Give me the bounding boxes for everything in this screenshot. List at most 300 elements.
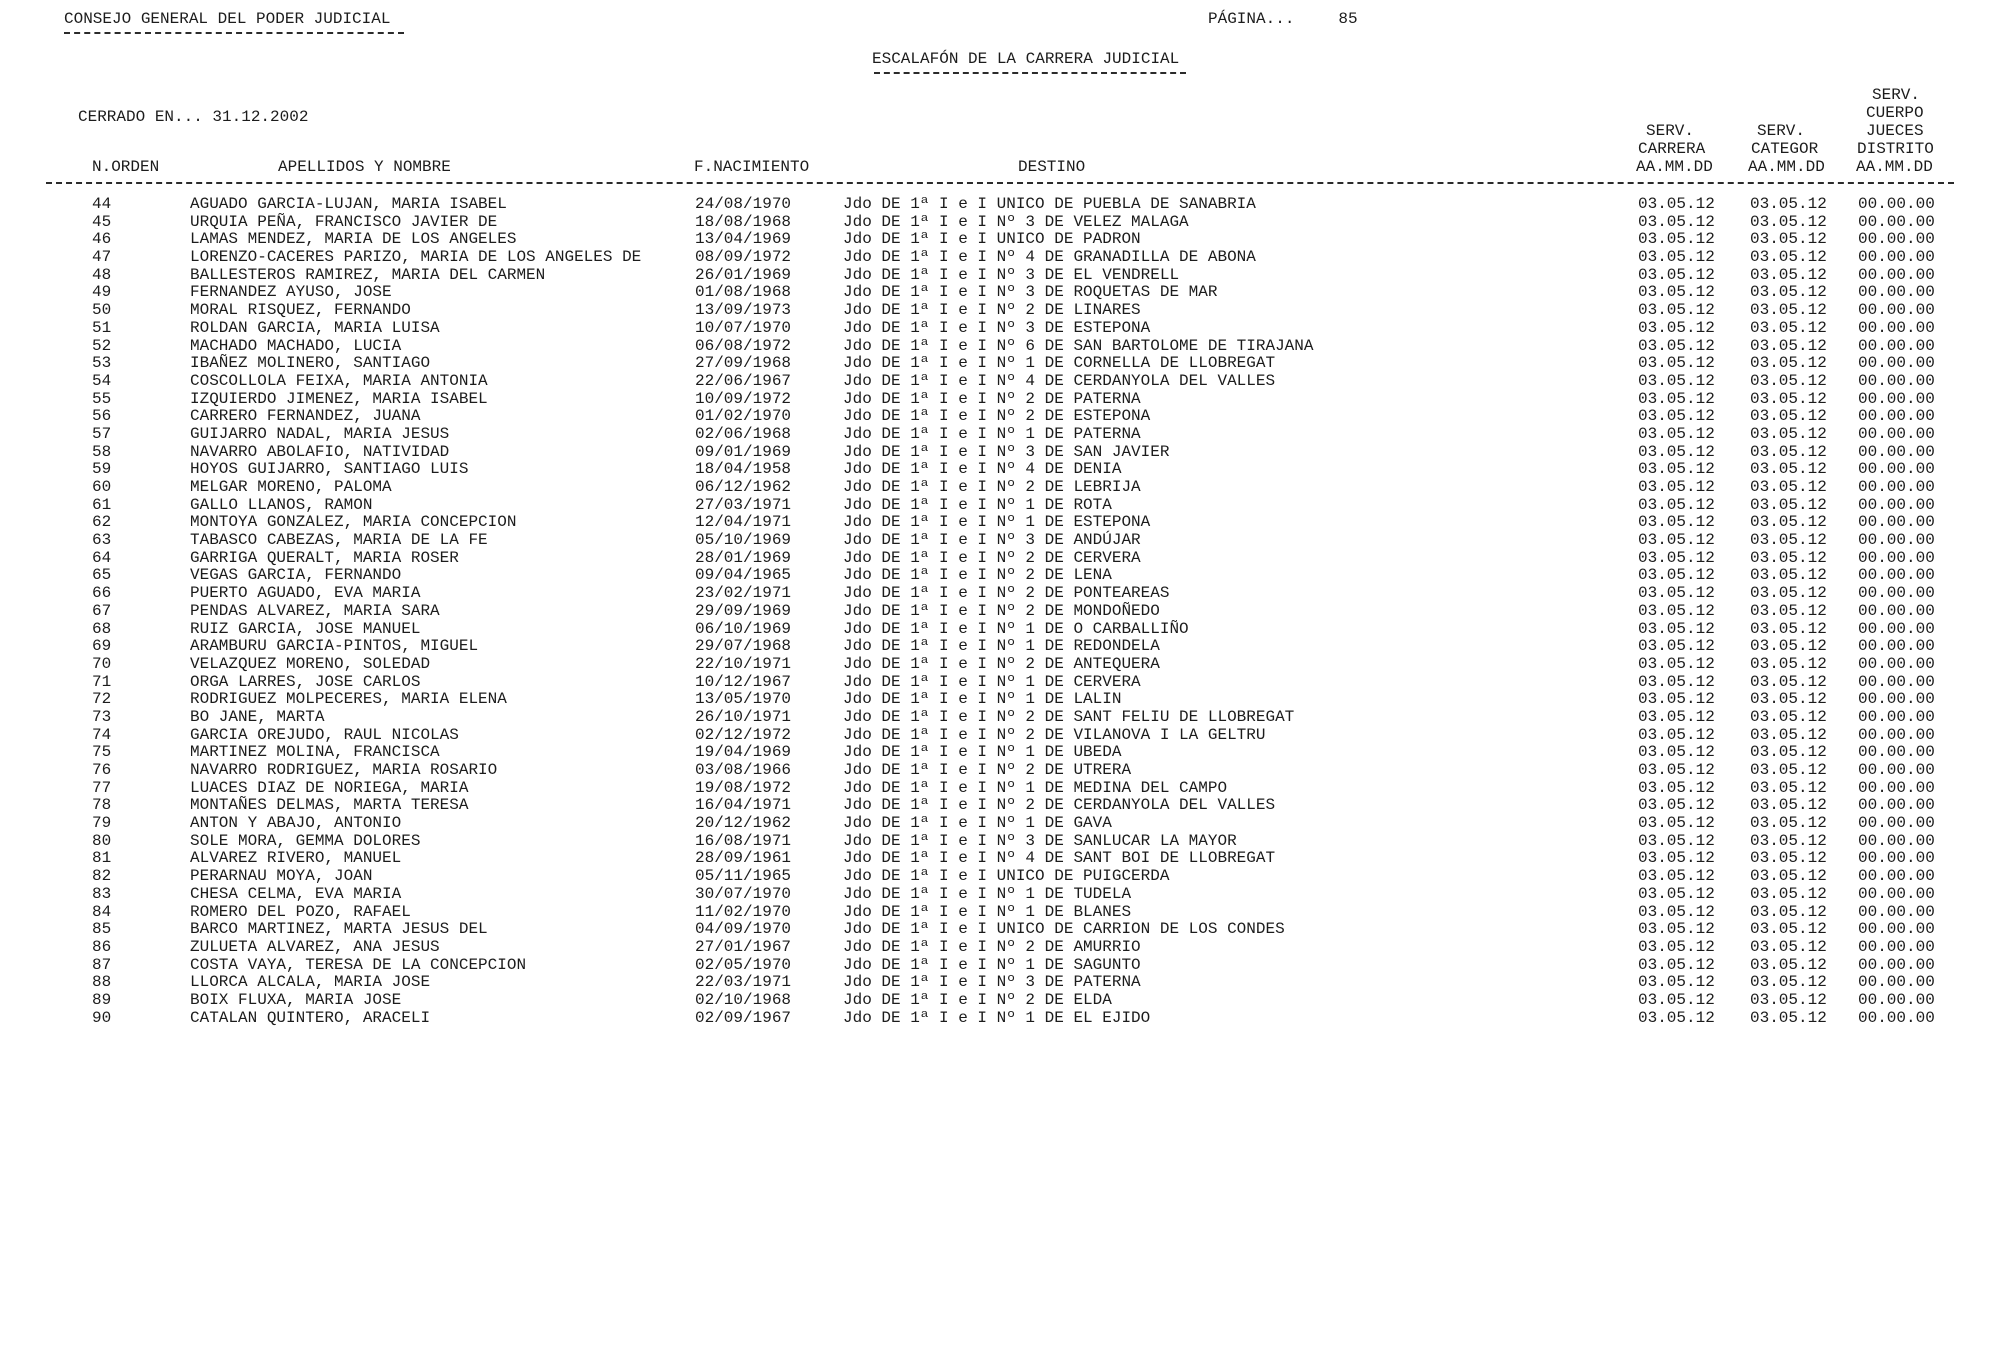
cell-serv-carrera: 03.05.12 — [1638, 601, 1715, 620]
table-row — [0, 338, 2000, 356]
cell-apellidos: URQUIA PEÑA, FRANCISCO JAVIER DE — [190, 212, 498, 231]
cell-serv-cuerpo: 00.00.00 — [1858, 212, 1935, 231]
cell-destino: Jdo DE 1ª I e I Nº 3 DE EL VENDRELL — [843, 265, 1180, 284]
cell-apellidos: FERNANDEZ AYUSO, JOSE — [190, 283, 392, 302]
col-serv-cuerpo-l4: DISTRITO — [1857, 140, 1934, 158]
table-row — [0, 744, 2000, 762]
cell-apellidos: ALVAREZ RIVERO, MANUEL — [190, 849, 402, 868]
org-title: CONSEJO GENERAL DEL PODER JUDICIAL — [64, 10, 391, 28]
cell-n-orden: 54 — [92, 371, 112, 390]
document-title: ESCALAFÓN DE LA CARRERA JUDICIAL — [872, 50, 1180, 68]
cell-serv-cuerpo: 00.00.00 — [1858, 920, 1935, 939]
cell-serv-categor: 03.05.12 — [1750, 389, 1827, 408]
cell-serv-cuerpo: 00.00.00 — [1858, 460, 1935, 479]
table-row — [0, 444, 2000, 462]
cell-serv-categor: 03.05.12 — [1750, 212, 1827, 231]
cell-n-orden: 88 — [92, 973, 112, 992]
cell-serv-categor: 03.05.12 — [1750, 867, 1827, 886]
cell-destino: Jdo DE 1ª I e I Nº 1 DE O CARBALLIÑO — [843, 619, 1189, 638]
cell-destino: Jdo DE 1ª I e I Nº 1 DE ROTA — [843, 495, 1112, 514]
cell-f-nacimiento: 24/08/1970 — [695, 195, 792, 213]
cell-serv-cuerpo: 00.00.00 — [1858, 955, 1935, 974]
cell-serv-carrera: 03.05.12 — [1638, 212, 1715, 231]
table-row — [0, 939, 2000, 957]
cell-serv-carrera: 03.05.12 — [1638, 371, 1715, 390]
cell-apellidos: PERARNAU MOYA, JOAN — [190, 867, 373, 886]
cell-serv-cuerpo: 00.00.00 — [1858, 566, 1935, 585]
cell-f-nacimiento: 27/09/1968 — [695, 354, 792, 373]
cell-serv-carrera: 03.05.12 — [1638, 761, 1715, 779]
table-row — [0, 532, 2000, 550]
table-row — [0, 727, 2000, 745]
cell-serv-carrera: 03.05.12 — [1638, 442, 1715, 461]
table-row — [0, 373, 2000, 391]
cell-serv-carrera: 03.05.12 — [1638, 884, 1715, 903]
cell-serv-categor: 03.05.12 — [1750, 407, 1827, 426]
cell-f-nacimiento: 22/10/1971 — [695, 654, 792, 673]
cell-destino: Jdo DE 1ª I e I Nº 2 DE ESTEPONA — [843, 407, 1151, 426]
cell-serv-categor: 03.05.12 — [1750, 442, 1827, 461]
cell-apellidos: GUIJARRO NADAL, MARIA JESUS — [190, 424, 450, 443]
cell-apellidos: LUACES DIAZ DE NORIEGA, MARIA — [190, 778, 469, 797]
cell-f-nacimiento: 29/09/1969 — [695, 601, 792, 620]
cell-f-nacimiento: 22/03/1971 — [695, 973, 792, 992]
cell-destino: Jdo DE 1ª I e I Nº 2 DE VILANOVA I LA GELTRU — [843, 725, 1266, 744]
cell-serv-cuerpo: 00.00.00 — [1858, 318, 1935, 337]
cell-apellidos: GARRIGA QUERALT, MARIA ROSER — [190, 548, 459, 567]
cell-serv-carrera: 03.05.12 — [1638, 318, 1715, 337]
col-serv-categor-l1: SERV. — [1757, 122, 1806, 140]
cell-apellidos: RODRIGUEZ MOLPECERES, MARIA ELENA — [190, 690, 507, 709]
cell-serv-cuerpo: 00.00.00 — [1858, 796, 1935, 815]
cell-n-orden: 60 — [92, 478, 112, 496]
cell-n-orden: 82 — [92, 867, 112, 886]
table-row — [0, 267, 2000, 285]
cell-apellidos: CHESA CELMA, EVA MARIA — [190, 884, 402, 903]
cell-serv-cuerpo: 00.00.00 — [1858, 884, 1935, 903]
cell-destino: Jdo DE 1ª I e I Nº 4 DE GRANADILLA DE ABONA — [843, 248, 1256, 267]
cell-destino: Jdo DE 1ª I e I Nº 4 DE CERDANYOLA DEL VALLES — [843, 371, 1276, 390]
cell-apellidos: BO JANE, MARTA — [190, 707, 325, 726]
cell-serv-carrera: 03.05.12 — [1638, 513, 1715, 532]
cell-f-nacimiento: 18/08/1968 — [695, 212, 792, 231]
cell-serv-categor: 03.05.12 — [1750, 548, 1827, 567]
cell-destino: Jdo DE 1ª I e I Nº 4 DE SANT BOI DE LLOBREGAT — [843, 849, 1276, 868]
cell-destino: Jdo DE 1ª I e I UNICO DE PUIGCERDA — [843, 867, 1170, 886]
cell-serv-cuerpo: 00.00.00 — [1858, 690, 1935, 709]
cell-serv-carrera: 03.05.12 — [1638, 707, 1715, 726]
cell-serv-categor: 03.05.12 — [1750, 654, 1827, 673]
cell-serv-categor: 03.05.12 — [1750, 478, 1827, 496]
cell-n-orden: 44 — [92, 195, 112, 213]
cell-n-orden: 75 — [92, 743, 112, 762]
cell-serv-carrera: 03.05.12 — [1638, 336, 1715, 355]
table-row — [0, 426, 2000, 444]
cell-f-nacimiento: 10/07/1970 — [695, 318, 792, 337]
table-row — [0, 479, 2000, 497]
cell-serv-cuerpo: 00.00.00 — [1858, 743, 1935, 762]
col-serv-carrera-l3: AA.MM.DD — [1636, 158, 1713, 176]
cell-f-nacimiento: 23/02/1971 — [695, 584, 792, 603]
cell-serv-cuerpo: 00.00.00 — [1858, 973, 1935, 992]
cell-n-orden: 49 — [92, 283, 112, 302]
cell-serv-categor: 03.05.12 — [1750, 990, 1827, 1009]
cell-serv-carrera: 03.05.12 — [1638, 265, 1715, 284]
table-row — [0, 302, 2000, 320]
cell-destino: Jdo DE 1ª I e I Nº 2 DE ELDA — [843, 990, 1112, 1009]
cell-serv-categor: 03.05.12 — [1750, 831, 1827, 850]
closed-date: CERRADO EN... 31.12.2002 — [78, 108, 309, 126]
cell-serv-carrera: 03.05.12 — [1638, 796, 1715, 815]
header-separator — [46, 182, 1954, 184]
table-row — [0, 780, 2000, 798]
cell-serv-categor: 03.05.12 — [1750, 1008, 1827, 1027]
cell-apellidos: ANTON Y ABAJO, ANTONIO — [190, 814, 402, 833]
cell-serv-carrera: 03.05.12 — [1638, 460, 1715, 479]
cell-serv-carrera: 03.05.12 — [1638, 831, 1715, 850]
cell-serv-categor: 03.05.12 — [1750, 601, 1827, 620]
cell-destino: Jdo DE 1ª I e I Nº 1 DE SAGUNTO — [843, 955, 1141, 974]
table-row — [0, 231, 2000, 249]
table-row — [0, 709, 2000, 727]
cell-destino: Jdo DE 1ª I e I Nº 2 DE CERVERA — [843, 548, 1141, 567]
cell-f-nacimiento: 13/04/1969 — [695, 230, 792, 249]
cell-f-nacimiento: 06/12/1962 — [695, 478, 792, 496]
cell-n-orden: 53 — [92, 354, 112, 373]
cell-serv-categor: 03.05.12 — [1750, 902, 1827, 921]
table-row — [0, 833, 2000, 851]
cell-apellidos: AGUADO GARCIA-LUJAN, MARIA ISABEL — [190, 195, 507, 213]
cell-serv-categor: 03.05.12 — [1750, 796, 1827, 815]
cell-n-orden: 71 — [92, 672, 112, 691]
cell-f-nacimiento: 04/09/1970 — [695, 920, 792, 939]
table-row — [0, 621, 2000, 639]
cell-n-orden: 48 — [92, 265, 112, 284]
cell-n-orden: 85 — [92, 920, 112, 939]
cell-f-nacimiento: 30/07/1970 — [695, 884, 792, 903]
cell-n-orden: 86 — [92, 937, 112, 956]
cell-destino: Jdo DE 1ª I e I UNICO DE CARRION DE LOS CONDES — [843, 920, 1285, 939]
cell-n-orden: 89 — [92, 990, 112, 1009]
cell-serv-carrera: 03.05.12 — [1638, 849, 1715, 868]
cell-destino: Jdo DE 1ª I e I Nº 3 DE ROQUETAS DE MAR — [843, 283, 1218, 302]
cell-serv-cuerpo: 00.00.00 — [1858, 248, 1935, 267]
cell-n-orden: 50 — [92, 301, 112, 320]
cell-serv-carrera: 03.05.12 — [1638, 778, 1715, 797]
cell-serv-cuerpo: 00.00.00 — [1858, 725, 1935, 744]
cell-f-nacimiento: 11/02/1970 — [695, 902, 792, 921]
cell-serv-cuerpo: 00.00.00 — [1858, 937, 1935, 956]
cell-f-nacimiento: 28/01/1969 — [695, 548, 792, 567]
cell-destino: Jdo DE 1ª I e I Nº 2 DE UTRERA — [843, 761, 1132, 779]
cell-apellidos: BALLESTEROS RAMIREZ, MARIA DEL CARMEN — [190, 265, 546, 284]
col-serv-categor-l3: AA.MM.DD — [1748, 158, 1825, 176]
table-row — [0, 886, 2000, 904]
cell-f-nacimiento: 26/10/1971 — [695, 707, 792, 726]
cell-serv-categor: 03.05.12 — [1750, 637, 1827, 656]
col-serv-carrera-l1: SERV. — [1646, 122, 1695, 140]
cell-serv-cuerpo: 00.00.00 — [1858, 389, 1935, 408]
cell-destino: Jdo DE 1ª I e I Nº 2 DE PATERNA — [843, 389, 1141, 408]
cell-serv-categor: 03.05.12 — [1750, 814, 1827, 833]
cell-destino: Jdo DE 1ª I e I Nº 2 DE LINARES — [843, 301, 1141, 320]
cell-serv-carrera: 03.05.12 — [1638, 495, 1715, 514]
cell-apellidos: MACHADO MACHADO, LUCIA — [190, 336, 402, 355]
col-serv-cuerpo-l1: SERV. — [1872, 86, 1921, 104]
cell-apellidos: TABASCO CABEZAS, MARIA DE LA FE — [190, 531, 488, 550]
cell-serv-cuerpo: 00.00.00 — [1858, 478, 1935, 496]
cell-serv-carrera: 03.05.12 — [1638, 743, 1715, 762]
cell-serv-cuerpo: 00.00.00 — [1858, 849, 1935, 868]
cell-n-orden: 51 — [92, 318, 112, 337]
table-row — [0, 904, 2000, 922]
table-row — [0, 408, 2000, 426]
cell-n-orden: 83 — [92, 884, 112, 903]
cell-serv-carrera: 03.05.12 — [1638, 1008, 1715, 1027]
cell-destino: Jdo DE 1ª I e I Nº 2 DE LEBRIJA — [843, 478, 1141, 496]
cell-destino: Jdo DE 1ª I e I Nº 1 DE LALIN — [843, 690, 1122, 709]
cell-destino: Jdo DE 1ª I e I Nº 3 DE ESTEPONA — [843, 318, 1151, 337]
cell-f-nacimiento: 02/10/1968 — [695, 990, 792, 1009]
cell-apellidos: LLORCA ALCALA, MARIA JOSE — [190, 973, 431, 992]
cell-n-orden: 65 — [92, 566, 112, 585]
cell-destino: Jdo DE 1ª I e I Nº 1 DE BLANES — [843, 902, 1132, 921]
col-serv-cuerpo-l2: CUERPO — [1866, 104, 1924, 122]
cell-n-orden: 84 — [92, 902, 112, 921]
cell-n-orden: 74 — [92, 725, 112, 744]
cell-apellidos: GARCIA OREJUDO, RAUL NICOLAS — [190, 725, 459, 744]
cell-f-nacimiento: 22/06/1967 — [695, 371, 792, 390]
cell-f-nacimiento: 05/10/1969 — [695, 531, 792, 550]
cell-serv-categor: 03.05.12 — [1750, 937, 1827, 956]
page-indicator — [1208, 10, 1358, 28]
cell-n-orden: 67 — [92, 601, 112, 620]
table-row — [0, 797, 2000, 815]
cell-serv-carrera: 03.05.12 — [1638, 195, 1715, 213]
cell-serv-cuerpo: 00.00.00 — [1858, 867, 1935, 886]
cell-serv-categor: 03.05.12 — [1750, 920, 1827, 939]
cell-apellidos: BARCO MARTINEZ, MARTA JESUS DEL — [190, 920, 488, 939]
cell-serv-cuerpo: 00.00.00 — [1858, 424, 1935, 443]
cell-n-orden: 64 — [92, 548, 112, 567]
cell-serv-cuerpo: 00.00.00 — [1858, 354, 1935, 373]
cell-serv-cuerpo: 00.00.00 — [1858, 371, 1935, 390]
cell-apellidos: BOIX FLUXA, MARIA JOSE — [190, 990, 402, 1009]
cell-n-orden: 55 — [92, 389, 112, 408]
table-row — [0, 815, 2000, 833]
table-row — [0, 957, 2000, 975]
cell-apellidos: LORENZO-CACERES PARIZO, MARIA DE LOS ANGELES DE — [190, 248, 642, 267]
table-row — [0, 674, 2000, 692]
col-header-f-nacimiento: F.NACIMIENTO — [694, 158, 810, 176]
cell-destino: Jdo DE 1ª I e I Nº 3 DE ANDÚJAR — [843, 531, 1141, 550]
cell-f-nacimiento: 10/12/1967 — [695, 672, 792, 691]
cell-serv-cuerpo: 00.00.00 — [1858, 637, 1935, 656]
cell-serv-carrera: 03.05.12 — [1638, 690, 1715, 709]
cell-n-orden: 80 — [92, 831, 112, 850]
cell-destino: Jdo DE 1ª I e I Nº 1 DE UBEDA — [843, 743, 1122, 762]
table-row — [0, 974, 2000, 992]
cell-apellidos: IBAÑEZ MOLINERO, SANTIAGO — [190, 354, 431, 373]
cell-serv-carrera: 03.05.12 — [1638, 654, 1715, 673]
cell-destino: Jdo DE 1ª I e I UNICO DE PADRON — [843, 230, 1141, 249]
cell-n-orden: 70 — [92, 654, 112, 673]
cell-n-orden: 57 — [92, 424, 112, 443]
cell-serv-categor: 03.05.12 — [1750, 707, 1827, 726]
col-header-n-orden: N.ORDEN — [92, 158, 160, 176]
cell-apellidos: MONTAÑES DELMAS, MARTA TERESA — [190, 796, 469, 815]
cell-serv-categor: 03.05.12 — [1750, 761, 1827, 779]
cell-serv-carrera: 03.05.12 — [1638, 867, 1715, 886]
cell-serv-categor: 03.05.12 — [1750, 248, 1827, 267]
cell-serv-cuerpo: 00.00.00 — [1858, 336, 1935, 355]
cell-serv-categor: 03.05.12 — [1750, 336, 1827, 355]
org-underline — [64, 32, 404, 34]
col-serv-cuerpo-l3: JUECES — [1866, 122, 1924, 140]
cell-serv-carrera: 03.05.12 — [1638, 531, 1715, 550]
cell-apellidos: COSCOLLOLA FEIXA, MARIA ANTONIA — [190, 371, 488, 390]
cell-serv-carrera: 03.05.12 — [1638, 424, 1715, 443]
cell-apellidos: IZQUIERDO JIMENEZ, MARIA ISABEL — [190, 389, 488, 408]
cell-n-orden: 45 — [92, 212, 112, 231]
table-row — [0, 355, 2000, 373]
table-row — [0, 603, 2000, 621]
cell-serv-carrera: 03.05.12 — [1638, 725, 1715, 744]
cell-destino: Jdo DE 1ª I e I Nº 2 DE PONTEAREAS — [843, 584, 1170, 603]
cell-apellidos: ARAMBURU GARCIA-PINTOS, MIGUEL — [190, 637, 479, 656]
table-row — [0, 691, 2000, 709]
cell-destino: Jdo DE 1ª I e I Nº 2 DE MONDOÑEDO — [843, 601, 1160, 620]
cell-serv-cuerpo: 00.00.00 — [1858, 619, 1935, 638]
cell-serv-cuerpo: 00.00.00 — [1858, 831, 1935, 850]
cell-apellidos: SOLE MORA, GEMMA DOLORES — [190, 831, 421, 850]
cell-n-orden: 87 — [92, 955, 112, 974]
cell-destino: Jdo DE 1ª I e I Nº 1 DE MEDINA DEL CAMPO — [843, 778, 1228, 797]
cell-destino: Jdo DE 1ª I e I Nº 3 DE SAN JAVIER — [843, 442, 1170, 461]
cell-f-nacimiento: 18/04/1958 — [695, 460, 792, 479]
table-row — [0, 320, 2000, 338]
cell-apellidos: ROLDAN GARCIA, MARIA LUISA — [190, 318, 440, 337]
cell-apellidos: GALLO LLANOS, RAMON — [190, 495, 373, 514]
page-label: PÁGINA... — [1208, 10, 1295, 28]
cell-destino: Jdo DE 1ª I e I Nº 2 DE LENA — [843, 566, 1112, 585]
cell-serv-cuerpo: 00.00.00 — [1858, 601, 1935, 620]
cell-apellidos: HOYOS GUIJARRO, SANTIAGO LUIS — [190, 460, 469, 479]
cell-destino: Jdo DE 1ª I e I Nº 2 DE AMURRIO — [843, 937, 1141, 956]
cell-f-nacimiento: 27/01/1967 — [695, 937, 792, 956]
cell-serv-categor: 03.05.12 — [1750, 513, 1827, 532]
cell-n-orden: 56 — [92, 407, 112, 426]
cell-serv-carrera: 03.05.12 — [1638, 548, 1715, 567]
cell-apellidos: MORAL RISQUEZ, FERNANDO — [190, 301, 411, 320]
cell-destino: Jdo DE 1ª I e I Nº 3 DE VELEZ MALAGA — [843, 212, 1189, 231]
cell-serv-cuerpo: 00.00.00 — [1858, 990, 1935, 1009]
cell-serv-categor: 03.05.12 — [1750, 195, 1827, 213]
cell-serv-cuerpo: 00.00.00 — [1858, 283, 1935, 302]
cell-destino: Jdo DE 1ª I e I Nº 3 DE PATERNA — [843, 973, 1141, 992]
cell-f-nacimiento: 27/03/1971 — [695, 495, 792, 514]
cell-f-nacimiento: 01/08/1968 — [695, 283, 792, 302]
cell-apellidos: ROMERO DEL POZO, RAFAEL — [190, 902, 411, 921]
cell-serv-cuerpo: 00.00.00 — [1858, 778, 1935, 797]
cell-n-orden: 77 — [92, 778, 112, 797]
cell-serv-categor: 03.05.12 — [1750, 495, 1827, 514]
cell-n-orden: 66 — [92, 584, 112, 603]
cell-serv-carrera: 03.05.12 — [1638, 301, 1715, 320]
cell-apellidos: MELGAR MORENO, PALOMA — [190, 478, 392, 496]
cell-destino: Jdo DE 1ª I e I Nº 1 DE TUDELA — [843, 884, 1132, 903]
cell-apellidos: VEGAS GARCIA, FERNANDO — [190, 566, 402, 585]
cell-n-orden: 68 — [92, 619, 112, 638]
cell-f-nacimiento: 05/11/1965 — [695, 867, 792, 886]
cell-serv-cuerpo: 00.00.00 — [1858, 230, 1935, 249]
cell-destino: Jdo DE 1ª I e I Nº 1 DE CERVERA — [843, 672, 1141, 691]
cell-serv-categor: 03.05.12 — [1750, 531, 1827, 550]
cell-destino: Jdo DE 1ª I e I Nº 4 DE DENIA — [843, 460, 1122, 479]
cell-serv-categor: 03.05.12 — [1750, 318, 1827, 337]
table-row — [0, 585, 2000, 603]
cell-n-orden: 72 — [92, 690, 112, 709]
cell-f-nacimiento: 08/09/1972 — [695, 248, 792, 267]
cell-destino: Jdo DE 1ª I e I Nº 3 DE SANLUCAR LA MAYOR — [843, 831, 1237, 850]
table-row — [0, 1010, 2000, 1028]
col-serv-cuerpo-l5: AA.MM.DD — [1856, 158, 1933, 176]
table-row — [0, 868, 2000, 886]
cell-n-orden: 81 — [92, 849, 112, 868]
cell-f-nacimiento: 20/12/1962 — [695, 814, 792, 833]
cell-f-nacimiento: 29/07/1968 — [695, 637, 792, 656]
cell-serv-carrera: 03.05.12 — [1638, 230, 1715, 249]
cell-apellidos: MONTOYA GONZALEZ, MARIA CONCEPCION — [190, 513, 517, 532]
page-number: 85 — [1338, 10, 1358, 28]
cell-serv-carrera: 03.05.12 — [1638, 937, 1715, 956]
col-header-apellidos: APELLIDOS Y NOMBRE — [278, 158, 451, 176]
cell-serv-categor: 03.05.12 — [1750, 301, 1827, 320]
cell-n-orden: 63 — [92, 531, 112, 550]
cell-serv-categor: 03.05.12 — [1750, 743, 1827, 762]
cell-f-nacimiento: 16/08/1971 — [695, 831, 792, 850]
cell-f-nacimiento: 02/06/1968 — [695, 424, 792, 443]
cell-serv-cuerpo: 00.00.00 — [1858, 195, 1935, 213]
table-row — [0, 921, 2000, 939]
cell-apellidos: VELAZQUEZ MORENO, SOLEDAD — [190, 654, 431, 673]
cell-f-nacimiento: 09/01/1969 — [695, 442, 792, 461]
cell-serv-cuerpo: 00.00.00 — [1858, 407, 1935, 426]
table-row — [0, 284, 2000, 302]
cell-f-nacimiento: 12/04/1971 — [695, 513, 792, 532]
cell-serv-cuerpo: 00.00.00 — [1858, 495, 1935, 514]
cell-apellidos: PUERTO AGUADO, EVA MARIA — [190, 584, 421, 603]
cell-apellidos: RUIZ GARCIA, JOSE MANUEL — [190, 619, 421, 638]
cell-f-nacimiento: 19/08/1972 — [695, 778, 792, 797]
cell-destino: Jdo DE 1ª I e I Nº 2 DE SANT FELIU DE LLOBREGAT — [843, 707, 1295, 726]
cell-serv-cuerpo: 00.00.00 — [1858, 584, 1935, 603]
cell-apellidos: NAVARRO RODRIGUEZ, MARIA ROSARIO — [190, 761, 498, 779]
cell-serv-carrera: 03.05.12 — [1638, 407, 1715, 426]
cell-serv-carrera: 03.05.12 — [1638, 990, 1715, 1009]
cell-f-nacimiento: 03/08/1966 — [695, 761, 792, 779]
cell-serv-categor: 03.05.12 — [1750, 672, 1827, 691]
cell-serv-categor: 03.05.12 — [1750, 460, 1827, 479]
cell-n-orden: 58 — [92, 442, 112, 461]
cell-f-nacimiento: 16/04/1971 — [695, 796, 792, 815]
cell-serv-categor: 03.05.12 — [1750, 849, 1827, 868]
cell-serv-carrera: 03.05.12 — [1638, 973, 1715, 992]
cell-serv-categor: 03.05.12 — [1750, 955, 1827, 974]
cell-n-orden: 62 — [92, 513, 112, 532]
cell-n-orden: 90 — [92, 1008, 112, 1027]
cell-apellidos: CATALAN QUINTERO, ARACELI — [190, 1008, 431, 1027]
